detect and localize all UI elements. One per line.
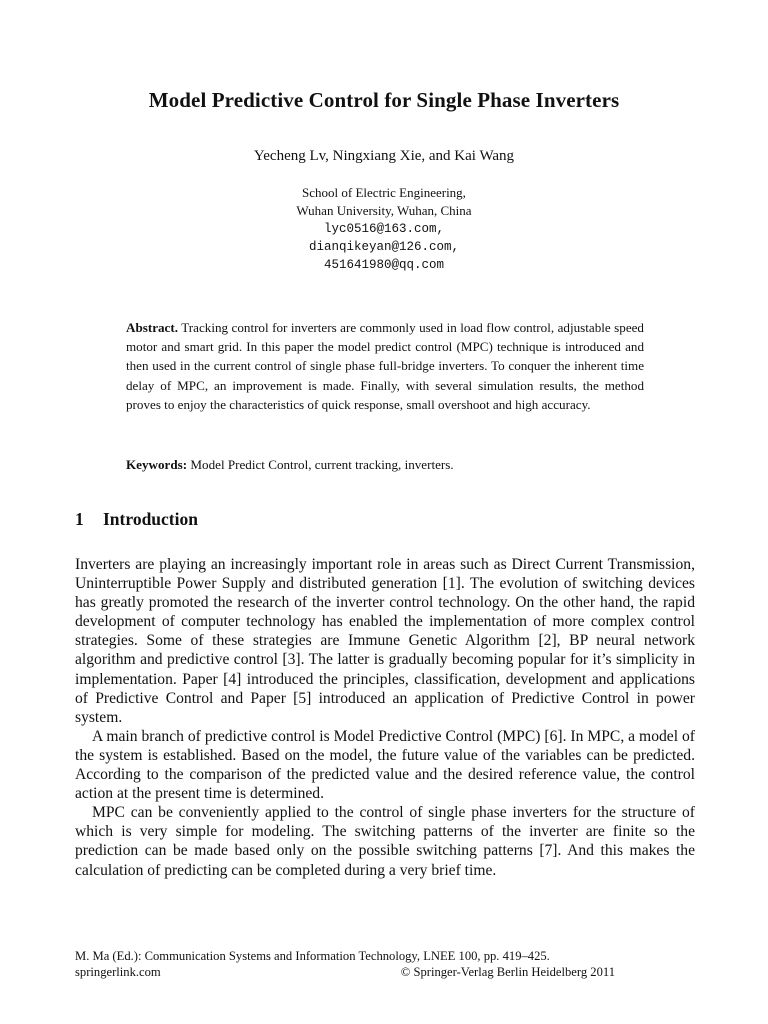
affiliation-school: School of Electric Engineering, xyxy=(302,185,466,200)
author-list: Yecheng Lv, Ningxiang Xie, and Kai Wang xyxy=(253,148,515,164)
section-title: Introduction xyxy=(103,509,198,529)
abstract xyxy=(126,318,644,414)
paragraph: MPC can be conveniently applied to the control of single phase inverters for the structure of which is very simple for modeling. The switching patterns of the inverter are finite so the prediction can be made based only on the possible switching patterns [7]. And this makes the calculation of predicting can be completed during a very brief time. xyxy=(75,804,695,879)
section-heading xyxy=(75,509,198,530)
author-email: dianqikeyan@126.com, xyxy=(308,240,460,254)
footer-copyright: © Springer-Verlag Berlin Heidelberg 2011 xyxy=(400,965,615,979)
affiliation-university: Wuhan University, Wuhan, China xyxy=(296,203,472,218)
abstract-label: Abstract. xyxy=(126,320,178,335)
keywords-text: Model Predict Control, current tracking, inverters. xyxy=(190,457,454,472)
abstract-text: Tracking control for inverters are commonly used in load flow control, adjustable speed motor and smart grid. In this paper the model predict control (MPC) technique is introduced and then used in the current control of single phase full-bridge inverters. To conquer the inherent time delay of MPC, an improvement is made. Finally, with several simulation results, the method proves to enjoy the characteristics of quick response, small overshoot and high accuracy. xyxy=(126,320,644,412)
paragraph: A main branch of predictive control is Model Predictive Control (MPC) [6]. In MPC, a model of the system is established. Based on the model, the future value of the variables can be predicted. According to the comparison of the predicted value and the desired reference value, the control action at the present time is determined. xyxy=(75,727,695,803)
footer-site: springerlink.com xyxy=(75,965,161,979)
author-email: lyc0516@163.com, xyxy=(323,222,445,236)
affiliation-block xyxy=(0,184,768,274)
section-number: 1 xyxy=(75,509,84,529)
keywords-label: Keywords: xyxy=(126,457,188,472)
paragraph: Inverters are playing an increasingly important role in areas such as Direct Current Transmission, Uninterruptible Power Supply and distributed generation [1]. The evolution of switching devices has greatly promoted the research of the inverter control technology. On the other hand, the rapid development of computer technology has enabled the implementation of more complex control strategies. Some of these strategies are Immune Genetic Algorithm [2], BP neural network algorithm and predictive control [3]. The latter is gradually becoming popular for it’s simplicity in implementation. Paper [4] introduced the principles, classification, development and applications of Predictive Control and Paper [5] introduced an application of Predictive Control in power system. xyxy=(75,556,695,726)
author-email: 451641980@qq.com xyxy=(323,258,445,272)
paper-title: Model Predictive Control for Single Phase Inverters xyxy=(148,88,620,112)
section-body xyxy=(75,555,695,880)
keywords xyxy=(126,455,644,474)
page-footer xyxy=(75,948,695,980)
footer-citation: M. Ma (Ed.): Communication Systems and Information Technology, LNEE 100, pp. 419–425. xyxy=(75,949,550,963)
